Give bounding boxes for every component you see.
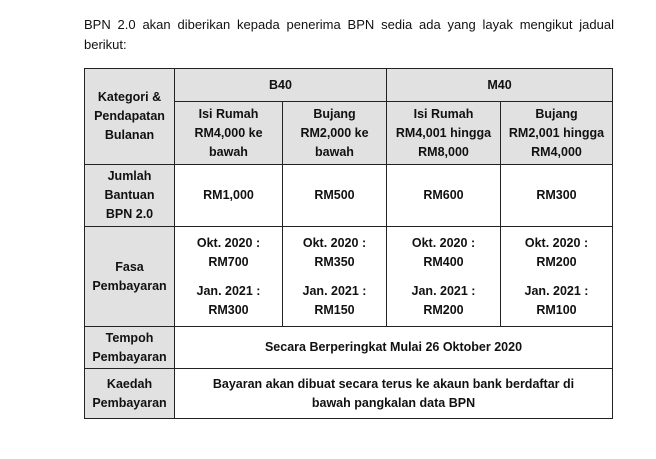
group-header-line: RM2,000 ke	[300, 125, 369, 140]
phase-line: RM200	[423, 302, 464, 317]
category-header-line: Pendapatan	[94, 109, 165, 123]
phase-label	[85, 227, 175, 327]
method-value	[175, 369, 613, 419]
m40-header: M40	[387, 69, 613, 102]
amount-m40-household: RM600	[387, 165, 501, 227]
group-header-line: RM4,001 hingga	[395, 125, 492, 140]
phase-line: Jan. 2021 :	[411, 283, 476, 298]
row-label-line: Kaedah	[106, 376, 153, 391]
period-label	[85, 327, 175, 369]
group-header-line: bawah	[315, 144, 354, 159]
group-header-m40-single	[501, 102, 613, 165]
phase-line: Jan. 2021 :	[196, 283, 261, 298]
method-line: Bayaran akan dibuat secara terus ke akaun bank berdaftar di	[212, 376, 575, 391]
group-header-line: RM8,000	[418, 144, 469, 159]
row-label-line: BPN 2.0	[105, 207, 154, 221]
phase-line: Jan. 2021 :	[302, 283, 367, 298]
phase-m40-household	[387, 227, 501, 327]
phase-b40-household	[175, 227, 283, 327]
phase-line: Okt. 2020 :	[411, 235, 476, 250]
group-header-line: Isi Rumah	[198, 106, 259, 121]
row-label-line: Pembayaran	[92, 395, 167, 410]
category-header-line: Kategori &	[97, 90, 162, 104]
row-label-line: Jumlah	[107, 169, 152, 183]
amount-m40-single: RM300	[501, 165, 613, 227]
bpn-schedule-table	[84, 68, 613, 419]
phase-line: Okt. 2020 :	[302, 235, 367, 250]
row-label-line: Pembayaran	[92, 278, 167, 293]
phase-line: RM700	[208, 254, 249, 269]
group-header-line: RM4,000	[531, 144, 582, 159]
phase-m40-single	[501, 227, 613, 327]
group-header-line: RM4,000 ke	[194, 125, 263, 140]
phase-line: Okt. 2020 :	[524, 235, 589, 250]
group-header-line: Bujang	[535, 106, 578, 121]
amount-b40-single: RM500	[283, 165, 387, 227]
phase-line: RM350	[314, 254, 355, 269]
phase-line: RM150	[314, 302, 355, 317]
amount-b40-household: RM1,000	[175, 165, 283, 227]
b40-header: B40	[175, 69, 387, 102]
amount-label	[85, 165, 175, 227]
group-header-line: bawah	[209, 144, 248, 159]
method-line: bawah pangkalan data BPN	[311, 395, 476, 410]
group-header-b40-household	[175, 102, 283, 165]
phase-line: RM200	[536, 254, 577, 269]
method-label	[85, 369, 175, 419]
category-header	[85, 69, 175, 165]
group-header-b40-single	[283, 102, 387, 165]
phase-b40-single	[283, 227, 387, 327]
phase-line: RM400	[423, 254, 464, 269]
group-header-line: RM2,001 hingga	[508, 125, 605, 140]
group-header-m40-household	[387, 102, 501, 165]
phase-line: Jan. 2021 :	[524, 283, 589, 298]
category-header-line: Bulanan	[104, 128, 155, 142]
phase-line: Okt. 2020 :	[196, 235, 261, 250]
row-label-line: Pembayaran	[92, 349, 167, 364]
period-value: Secara Berperingkat Mulai 26 Oktober 2020	[175, 327, 613, 369]
group-header-line: Isi Rumah	[413, 106, 474, 121]
row-label-line: Tempoh	[105, 330, 154, 345]
row-label-line: Bantuan	[104, 188, 155, 202]
row-label-line: Fasa	[115, 259, 144, 274]
phase-line: RM100	[536, 302, 577, 317]
intro-paragraph: BPN 2.0 akan diberikan kepada penerima BPN sedia ada yang layak mengikut jadual berikut:	[84, 17, 614, 52]
phase-line: RM300	[208, 302, 249, 317]
group-header-line: Bujang	[313, 106, 356, 121]
